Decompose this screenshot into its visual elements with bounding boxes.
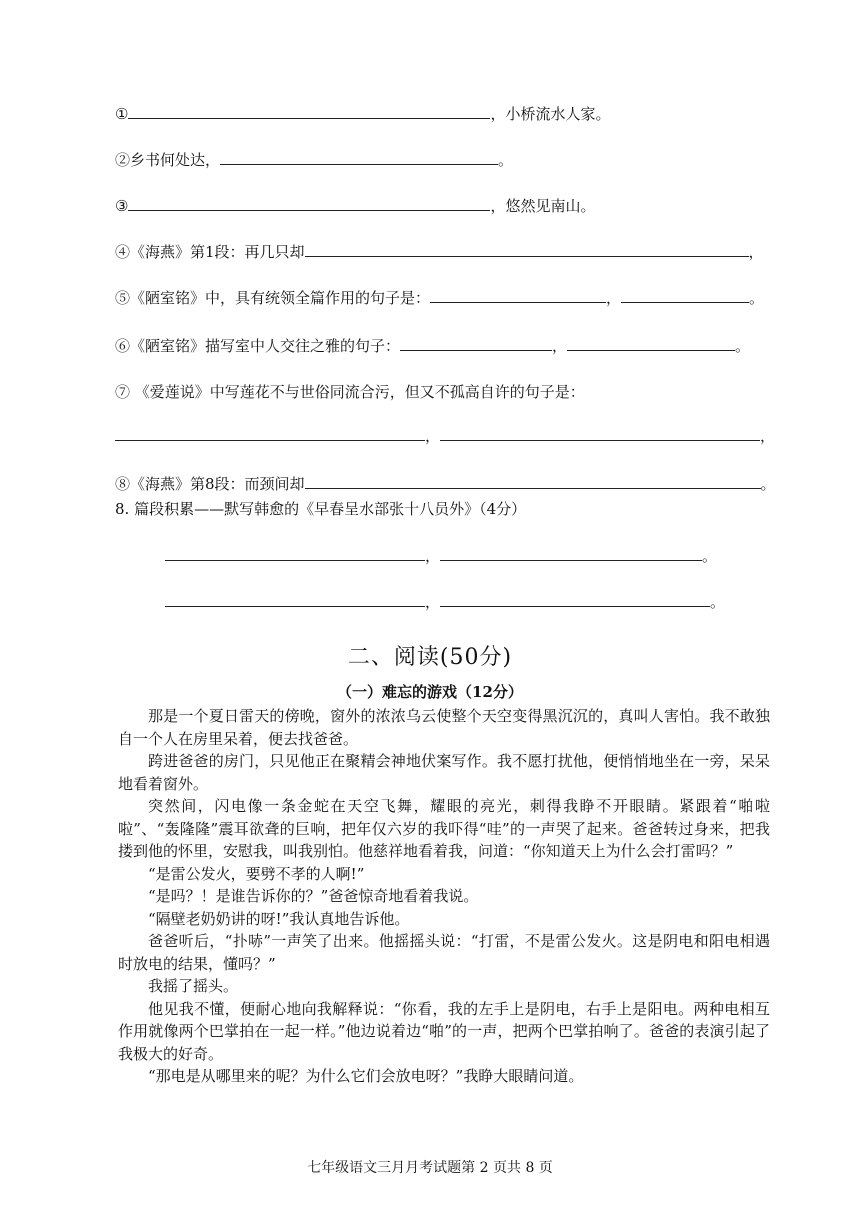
fill-item-6: ⑥《陋室铭》描写室中人交往之雅的句子： ， 。 bbox=[115, 334, 775, 358]
fill-item-5: ⑤《陋室铭》中，具有统领全篇作用的句子是： ， 。 bbox=[115, 286, 775, 310]
paragraph: 跨进爸爸的房门，只见他正在聚精会神地伏案写作。我不愿打扰他，便悄悄地坐在一旁，呆呆地看着窗外。 bbox=[118, 752, 770, 793]
answer-blank[interactable] bbox=[440, 590, 710, 607]
answer-blank[interactable] bbox=[115, 424, 425, 441]
paragraph: 我摇了摇头。 bbox=[148, 977, 239, 995]
answer-blank[interactable] bbox=[165, 544, 425, 561]
fill-item-2: ②乡书何处达， 。 bbox=[115, 148, 775, 172]
answer-blank[interactable] bbox=[128, 102, 490, 119]
answer-blank[interactable] bbox=[621, 286, 749, 303]
paragraph: “是雷公发火，要劈不孝的人啊!” bbox=[148, 864, 365, 883]
question-8: 8. 篇段积累——默写韩愈的《早春呈水部张十八员外》（4分） bbox=[115, 500, 527, 518]
paragraph: 他见我不懂，便耐心地向我解释说：“你看，我的左手上是阴电，右手上是阳电。两种电相互作用就像两个巴掌拍在一起一样。”他边说着边“啪”的一声，把两个巴掌拍响了。爸爸的表演引起了我极大的好奇。 bbox=[118, 999, 770, 1063]
paragraph: 突然间，闪电像一条金蛇在天空飞舞，耀眼的亮光，刺得我睁不开眼睛。紧跟着“啪啦啦”、“轰隆隆”震耳欲聋的巨响，把年仅六岁的我吓得“哇”的一声哭了起来。爸爸转过身来，把我搂到他的怀里，安慰我，叫我别怕。他慈祥地看着我，问道：“你知道天上为什么会打雷吗？” bbox=[118, 797, 770, 860]
answer-blank[interactable] bbox=[400, 334, 552, 351]
section-title: 二、阅读(50分) bbox=[347, 645, 513, 670]
answer-blank[interactable] bbox=[128, 194, 490, 211]
fill-item-1: ① ，小桥流水人家。 bbox=[115, 102, 775, 126]
poem-line-2: ， 。 bbox=[165, 590, 765, 614]
answer-blank[interactable] bbox=[165, 590, 425, 607]
fill-item-7-answer: ， ， bbox=[115, 424, 775, 448]
answer-blank[interactable] bbox=[220, 148, 498, 165]
poem-line-1: ， 。 bbox=[165, 544, 765, 568]
fill-item-4: ④《海燕》第1段：再几只却 ， bbox=[115, 240, 775, 264]
page-footer: 七年级语文三月月考试题第 2 页共 8 页 bbox=[307, 1160, 553, 1176]
paragraph: 爸爸听后，“扑哧”一声笑了出来。他摇摇头说：“打雷，不是雷公发火。这是阴电和阳电相遇时放电的结果，懂吗？” bbox=[118, 932, 770, 973]
reading-title: （一）难忘的游戏（12分） bbox=[337, 683, 523, 701]
answer-blank[interactable] bbox=[440, 544, 702, 561]
fill-item-7: ⑦ 《爱莲说》中写莲花不与世俗同流合污，但又不孤高自许的句子是： bbox=[115, 383, 585, 401]
paragraph: 那是一个夏日雷天的傍晚，窗外的浓浓乌云使整个天空变得黑沉沉的，真叫人害怕。我不敢独自一个人在房里呆着，便去找爸爸。 bbox=[118, 707, 770, 748]
answer-blank[interactable] bbox=[305, 240, 749, 257]
answer-blank[interactable] bbox=[567, 334, 735, 351]
answer-blank[interactable] bbox=[430, 286, 606, 303]
fill-item-8: ⑧《海燕》第8段：而颈间却 。 bbox=[115, 472, 775, 496]
reading-passage bbox=[118, 705, 770, 1088]
paragraph: “那电是从哪里来的呢？为什么它们会放电呀？”我睁大眼睛问道。 bbox=[148, 1067, 584, 1085]
answer-blank[interactable] bbox=[440, 424, 760, 441]
paragraph: “是吗？！是谁告诉你的？”爸爸惊奇地看着我说。 bbox=[148, 887, 479, 905]
answer-blank[interactable] bbox=[305, 472, 761, 489]
fill-item-3: ③ ，悠然见南山。 bbox=[115, 194, 775, 218]
paragraph: “隔壁老奶奶讲的呀!”我认真地告诉他。 bbox=[148, 909, 410, 928]
